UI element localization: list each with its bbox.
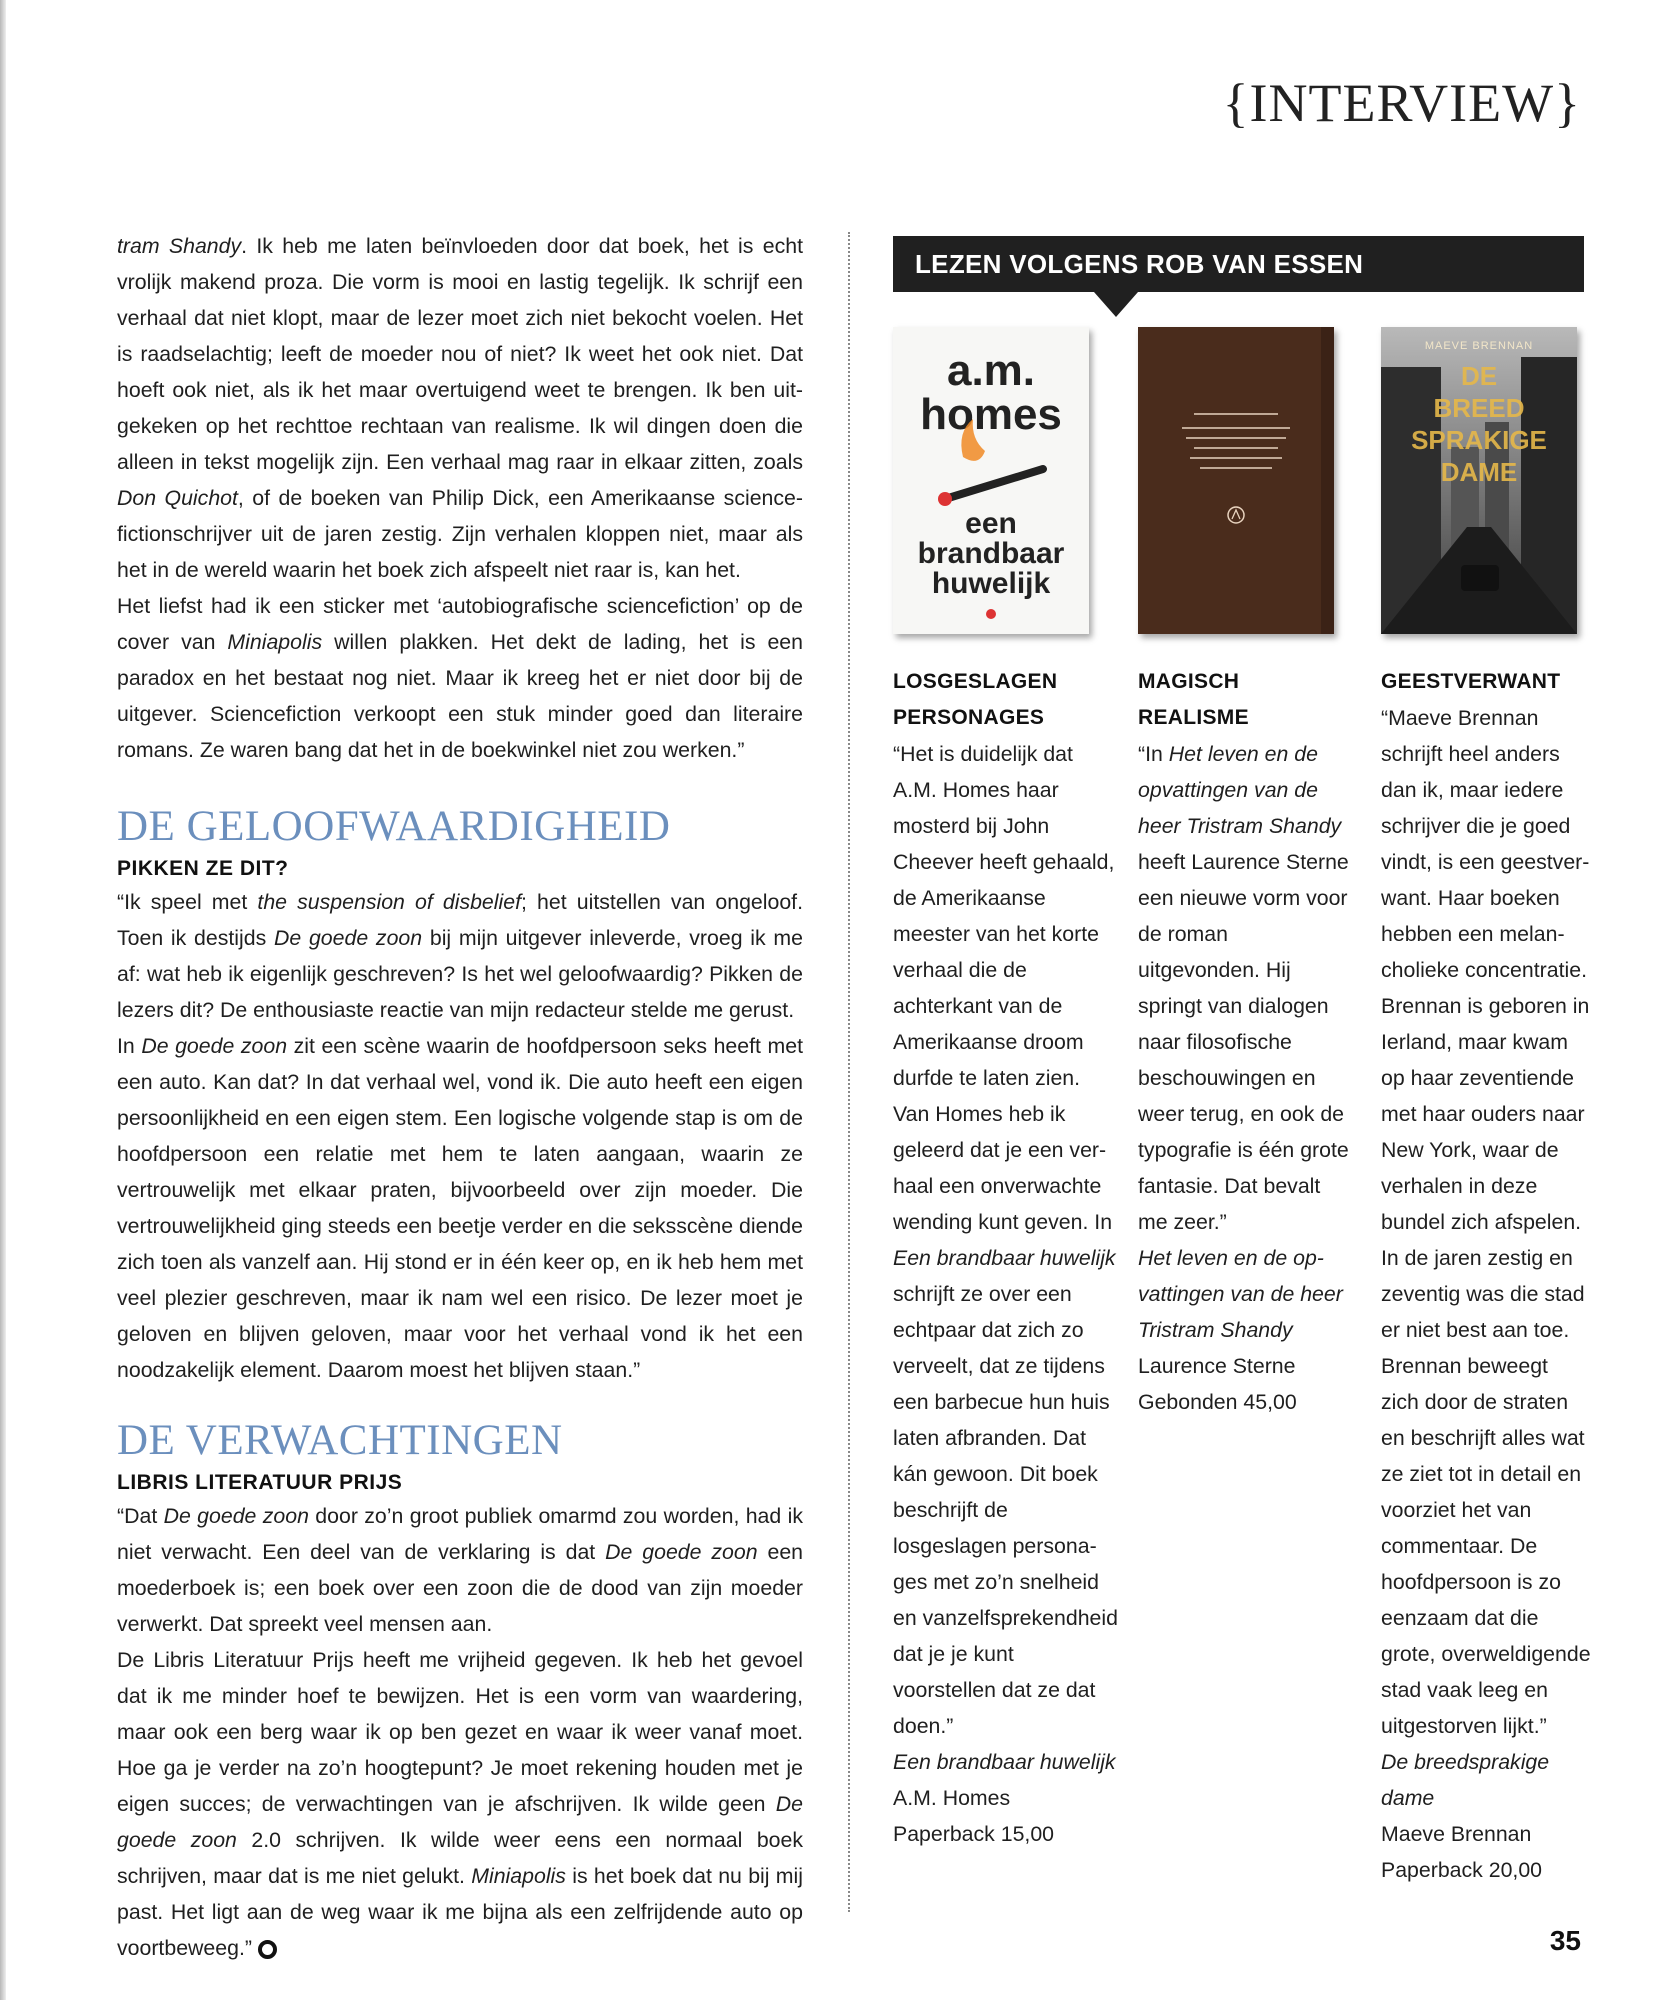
cover-1-title-line3: huwelijk <box>931 567 1051 600</box>
car-icon <box>1461 565 1499 591</box>
cover-1-title-line2: brandbaar <box>917 537 1065 570</box>
section-subheading: LIBRIS LITERATUUR PRIJS <box>117 1471 403 1494</box>
section-heading: DE GELOOFWAARDIGHEID <box>117 803 671 850</box>
book-price: Paperback 20,00 <box>1381 1858 1543 1882</box>
book-heading: GEESTVERWANT <box>1381 670 1561 693</box>
svg-text:BREED: BREED <box>1433 393 1525 423</box>
book-cover-1 <box>893 327 1089 634</box>
match-stick-icon <box>945 469 1043 499</box>
column-divider <box>848 232 850 1912</box>
book-price: Gebonden 45,00 <box>1138 1390 1297 1414</box>
header-pointer <box>1094 292 1138 317</box>
article-paragraph: “Ik speel met the suspension of disbelief; het uitstellen van ongeloof. Toen ik destijds De goede zoon bij mijn uitgever inleverde, vroeg ik me af: wat heb ik eigenlijk geschreven? Is het wel geloofwaardig? Pikken de lezers dit? De enthousiaste reactie van mijn redacteur stelde me gerust. <box>117 890 804 1022</box>
section-subheading: PIKKEN ZE DIT? <box>117 857 289 880</box>
book-cover-2-art <box>1138 327 1334 634</box>
svg-text:SPRAKIGE: SPRAKIGE <box>1411 425 1547 455</box>
book-title: Het leven en de opvattingen van de heer Tristram Shandy <box>1138 1246 1343 1342</box>
cover-1-title-line1: een <box>965 507 1017 540</box>
book-review: “Het is duidelijk dat A.M. Homes haar mosterd bij John Cheever heeft gehaald, de Amerikaanse meester van het korte verhaal die de achterkant van de Amerikaanse droom durfde te laten zien. Van Homes heb ik geleerd dat je een verhaal een onverwachte wending kunt geven. In Een brandbaar huwelijk schrijft ze over een echtpaar dat zich zo verveelt, dat ze tijdens een barbecue hun huis laten afbranden. Dat kán gewoon. Dit boek beschrijft de losgeslagen personages met zo’n snelheid en vanzelfsprekendheid dat je je kunt voorstellen dat ze dat doen.” <box>893 742 1118 1738</box>
book-cover-3-art <box>1381 327 1577 634</box>
book-price: Paperback 15,00 <box>893 1822 1055 1846</box>
cover-1-author-line1: a.m. <box>946 346 1036 395</box>
book-author: A.M. Homes <box>893 1786 1011 1810</box>
book-cover-1-art <box>893 327 1089 634</box>
article-paragraph: Het liefst had ik een sticker met ‘autobiografische sciencefiction’ op de cover van Miniapolis willen plakken. Het dekt de lading, het is een paradox en het bestaat nog niet. Maar ik kreeg het er niet door bij de uitgever. Sciencefiction verkoopt een stuk minder goed dan literaire romans. Ze waren bang dat het in de boekwinkel niet zou werken.” <box>117 594 803 762</box>
end-mark-icon <box>258 1940 277 1959</box>
book-review: “Maeve Brennan schrijft heel anders dan ik, maar iedere schrijver die je goed vindt, is een geestverwant. Haar boeken hebben een melancholieke concentratie. Brennan is geboren in Ierland, maar kwam op haar zeventiende met haar ouders naar New York, waar de verhalen in deze bundel zich afspelen. In de jaren zestig en zeventig was die stad er niet best aan toe. Brennan beweegt zich door de straten en beschrijft alles wat ze ziet tot in detail en voorziet het van commentaar. De hoofdpersoon is zo eenzaam dat die grote, overweldigende stad vaak leeg en uitgestorven lijkt.” <box>1381 706 1591 1738</box>
publisher-logo-icon <box>986 609 996 619</box>
article-body <box>117 228 803 1966</box>
article-paragraph: tram Shandy. Ik heb me laten beïnvloeden door dat boek, het is echt vrolijk makend proza. Die vorm is mooi en lastig tegelijk. Ik schrijf een verhaal dat niet klopt, maar de lezer moet zich niet bekocht voelen. Het is raadselachtig; leeft de moeder nou of niet? Ik weet het ook niet. Dat hoeft ook niet, als ik het maar overtuigend weet te brengen. Ik ben uitgekeken op het rechttoe rechtaan van realisme. Ik wil dingen doen die alleen in tekst mogelijk zijn. Een verhaal mag raar in elkaar zitten, zoals Don Quichot, of de boeken van Philip Dick, een Amerikaanse sciencefictionschrijver uit de jaren zestig. Zijn verhalen kloppen niet, maar als het in de wereld waarin het boek zich afspeelt niet raar is, kan het. <box>117 234 803 582</box>
cover-3-author: MAEVE BRENNAN <box>1424 340 1534 352</box>
page-spine <box>0 0 6 2000</box>
book-heading: MAGISCH REALISME <box>1138 670 1249 729</box>
book-title: De breedsprakige dame <box>1381 1750 1550 1810</box>
book-author: Maeve Brennan <box>1381 1822 1532 1846</box>
sidebar-header: LEZEN VOLGENS ROB VAN ESSEN <box>893 236 1584 292</box>
book-column-1 <box>893 664 1123 1852</box>
book-review: “In Het leven en de opvattingen van de heer Tristram Shandy heeft Laurence Sterne een nieuwe vorm voor de roman uitgevonden. Hij springt van dialogen naar filosofische beschouwingen en weer terug, en ook de typografie is één grote fantasie. Dat bevalt me zeer.” <box>1138 742 1349 1234</box>
book-cover-3 <box>1381 327 1577 634</box>
cover-1-author-line2: homes <box>920 390 1062 439</box>
article-paragraph: “Dat De goede zoon door zo’n groot publiek omarmd zou worden, had ik niet verwacht. Een deel van de verklaring is dat De goede zoon een moederboek is; een boek over een zoon die de dood van zijn moeder verwerkt. Dat spreekt veel mensen aan. <box>117 1504 804 1636</box>
book-column-3 <box>1381 664 1596 1888</box>
book-title: Een brandbaar huwelijk <box>893 1750 1116 1774</box>
book-heading: LOSGESLAGEN PERSONAGES <box>893 670 1058 729</box>
svg-text:DAME: DAME <box>1440 457 1518 487</box>
article-paragraph: De Libris Literatuur Prijs heeft me vrijheid gegeven. Ik heb het gevoel dat ik me minder hoef te bewijzen. Het is een vorm van waardering, maar ook een berg waar ik op ben gezet en waar ik weer vanaf moet. Hoe ga je verder na zo’n hoogtepunt? Je moet rekening houden met je eigen succes; de verwachtingen van je afschrijven. Ik wilde geen De goede zoon 2.0 schrijven. Ik wilde weer eens een normaal boek schrijven, maar dat is me niet gelukt. Miniapolis is het boek dat nu bij mij past. Het ligt aan de weg waar ik me bijna als een zelfrijdende auto op voortbeweeg.” <box>117 1648 804 1960</box>
match-head-icon <box>938 492 952 506</box>
book-author: Laurence Sterne <box>1138 1354 1296 1378</box>
page-number: 35 <box>1549 1925 1581 1956</box>
article-paragraph: In De goede zoon zit een scène waarin de hoofdpersoon seks heeft met een auto. Kan dat? In dat verhaal wel, vond ik. Die auto heeft een eigen persoonlijkheid en een eigen stem. Een logische volgende stap is om de hoofdpersoon een relatie met hem te laten aangaan, waarin ze vertrouwelijk met elkaar praten, bijvoorbeeld over zijn moeder. Die vertrouwelijkheid ging steeds een beetje verder en die seksscène diende zich toen als vanzelf aan. Hij stond er in één keer op, en ik heb hem met veel plezier geschreven, maar ik nam wel een risico. De lezer moet je geloven en blijven geloven, maar voor het verhaal vond ik het een noodzakelijk element. Daarom moest het blijven staan.” <box>117 1034 803 1382</box>
section-heading: DE VERWACHTINGEN <box>117 1417 563 1464</box>
section-tag: {INTERVIEW} <box>1222 73 1581 133</box>
book-column-2 <box>1138 664 1368 1420</box>
svg-text:DE: DE <box>1460 361 1498 391</box>
book-cover-2 <box>1138 327 1334 634</box>
